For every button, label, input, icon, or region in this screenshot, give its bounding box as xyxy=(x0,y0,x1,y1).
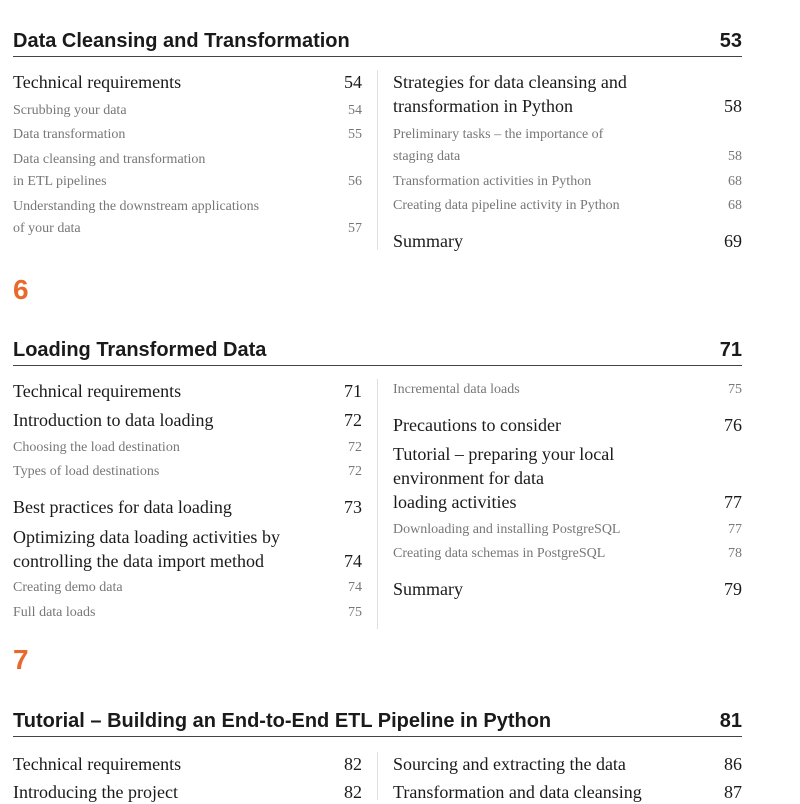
toc-subsection-entry[interactable] xyxy=(393,124,742,168)
chapter-title: Loading Transformed Data xyxy=(13,339,267,361)
toc-entry-page: 72 xyxy=(348,464,362,479)
toc-entry-title: Downloading and installing PostgreSQL xyxy=(393,522,621,537)
toc-entry-page: 72 xyxy=(344,410,362,430)
toc-section-entry[interactable] xyxy=(13,752,362,776)
column-divider xyxy=(377,752,378,800)
toc-subsection-entry[interactable] xyxy=(393,379,742,401)
toc-entry-title: Introduction to data loading xyxy=(13,410,214,430)
toc-subsection-entry[interactable] xyxy=(393,195,742,217)
toc-entry-title: Creating data schemas in PostgreSQL xyxy=(393,546,606,561)
toc-entry-page: 87 xyxy=(724,782,742,802)
toc-entry-page: 86 xyxy=(724,754,742,774)
toc-entry-page: 69 xyxy=(724,231,742,251)
toc-section-entry[interactable] xyxy=(393,577,742,601)
toc-section-entry[interactable] xyxy=(13,780,362,804)
chapter-page-number: 81 xyxy=(719,710,742,732)
toc-section-entry[interactable] xyxy=(393,780,742,804)
chapter-page-number: 71 xyxy=(719,339,742,361)
toc-entry-page: 71 xyxy=(344,381,362,401)
toc-entry-page: 79 xyxy=(724,579,742,599)
toc-entry-page: 78 xyxy=(728,546,742,561)
chapter-title: Tutorial – Building an End-to-End ETL Pipeline in Python xyxy=(13,710,552,732)
toc-section-entry[interactable] xyxy=(393,229,742,253)
toc-entry-page: 74 xyxy=(344,551,362,571)
toc-entry-page: 55 xyxy=(348,127,362,142)
toc-entry-page: 56 xyxy=(348,174,362,189)
toc-subsection-entry[interactable] xyxy=(393,519,742,541)
toc-entry-page: 68 xyxy=(728,174,742,189)
toc-entry-page: 74 xyxy=(348,580,362,595)
toc-entry-title: Data transformation xyxy=(13,127,126,142)
toc-section-entry[interactable] xyxy=(393,413,742,437)
toc-entry-title-line3: loading activities xyxy=(393,492,517,512)
toc-subsection-entry[interactable] xyxy=(13,602,362,624)
toc-entry-title: Creating data pipeline activity in Python xyxy=(393,198,620,213)
toc-entry-title: Data cleansing and transformation xyxy=(13,152,206,167)
toc-entry-title: Incremental data loads xyxy=(393,382,520,397)
toc-entry-title: Transformation and data cleansing xyxy=(393,782,642,802)
chapter-page-number: 53 xyxy=(719,30,742,52)
toc-entry-page: 54 xyxy=(348,103,362,118)
toc-subsection-entry[interactable] xyxy=(13,437,362,459)
toc-subsection-entry[interactable] xyxy=(393,171,742,193)
toc-entry-page: 54 xyxy=(344,72,362,92)
toc-entry-page: 73 xyxy=(344,497,362,517)
chapter-title: Data Cleansing and Transformation xyxy=(13,30,350,52)
toc-entry-title: Choosing the load destination xyxy=(13,440,180,455)
toc-entry-title: Tutorial – preparing your local xyxy=(393,444,615,464)
toc-entry-page: 82 xyxy=(344,754,362,774)
toc-entry-page: 82 xyxy=(344,782,362,802)
toc-entry-page: 57 xyxy=(348,221,362,236)
toc-entry-page: 72 xyxy=(348,440,362,455)
toc-entry-title: Technical requirements xyxy=(13,381,182,401)
column-divider xyxy=(377,379,378,629)
toc-entry-title-line2: in ETL pipelines xyxy=(13,174,107,189)
toc-subsection-entry[interactable] xyxy=(13,577,362,599)
toc-entry-page: 76 xyxy=(724,415,742,435)
toc-subsection-entry[interactable] xyxy=(13,149,362,193)
toc-entry-title-line2: environment for data xyxy=(393,468,544,488)
toc-subsection-entry[interactable] xyxy=(13,124,362,146)
toc-entry-page: 75 xyxy=(728,382,742,397)
toc-entry-title: Scrubbing your data xyxy=(13,103,127,118)
toc-entry-title: Strategies for data cleansing and xyxy=(393,72,627,92)
toc-entry-title: Introducing the project xyxy=(13,782,178,802)
toc-subsection-entry[interactable] xyxy=(13,461,362,483)
toc-entry-title: Sourcing and extracting the data xyxy=(393,754,626,774)
toc-section-entry[interactable] xyxy=(13,495,362,519)
toc-entry-title-line2: transformation in Python xyxy=(393,96,573,116)
chapter-number: 7 xyxy=(13,644,29,675)
toc-entry-title: Precautions to consider xyxy=(393,415,561,435)
toc-entry-title-line2: controlling the data import method xyxy=(13,551,264,571)
toc-section-entry[interactable] xyxy=(13,70,362,94)
toc-entry-title: Summary xyxy=(393,231,463,251)
toc-subsection-entry[interactable] xyxy=(13,100,362,122)
toc-entry-title: Technical requirements xyxy=(13,754,182,774)
toc-section-entry[interactable] xyxy=(393,70,742,118)
toc-entry-page: 58 xyxy=(728,149,742,164)
toc-entry-page: 68 xyxy=(728,198,742,213)
toc-entry-title: Optimizing data loading activities by xyxy=(13,527,280,547)
toc-section-entry[interactable] xyxy=(13,408,362,432)
toc-subsection-entry[interactable] xyxy=(393,543,742,565)
toc-entry-title: Preliminary tasks – the importance of xyxy=(393,127,604,142)
toc-entry-title: Creating demo data xyxy=(13,580,123,595)
toc-entry-title: Understanding the downstream applications xyxy=(13,199,260,214)
toc-entry-title: Full data loads xyxy=(13,605,96,620)
toc-section-entry[interactable] xyxy=(13,379,362,403)
toc-entry-page: 77 xyxy=(728,522,742,537)
chapter-heading xyxy=(13,339,742,366)
toc-entry-title: Best practices for data loading xyxy=(13,497,232,517)
toc-entry-page: 58 xyxy=(724,96,742,116)
chapter-heading xyxy=(13,710,742,737)
toc-entry-page: 77 xyxy=(724,492,742,512)
toc-entry-title: Summary xyxy=(393,579,463,599)
toc-entry-title: Transformation activities in Python xyxy=(393,174,592,189)
toc-section-entry[interactable] xyxy=(13,525,362,573)
chapter-heading xyxy=(13,30,742,57)
toc-entry-title: Types of load destinations xyxy=(13,464,160,479)
chapter-number: 6 xyxy=(13,274,29,305)
toc-entry-page: 75 xyxy=(348,605,362,620)
column-divider xyxy=(377,70,378,250)
toc-entry-title-line2: of your data xyxy=(13,221,81,236)
toc-section-entry[interactable] xyxy=(393,442,742,514)
toc-entry-title-line2: staging data xyxy=(393,149,461,164)
toc-subsection-entry[interactable] xyxy=(13,196,362,240)
toc-entry-title: Technical requirements xyxy=(13,72,182,92)
toc-section-entry[interactable] xyxy=(393,752,742,776)
